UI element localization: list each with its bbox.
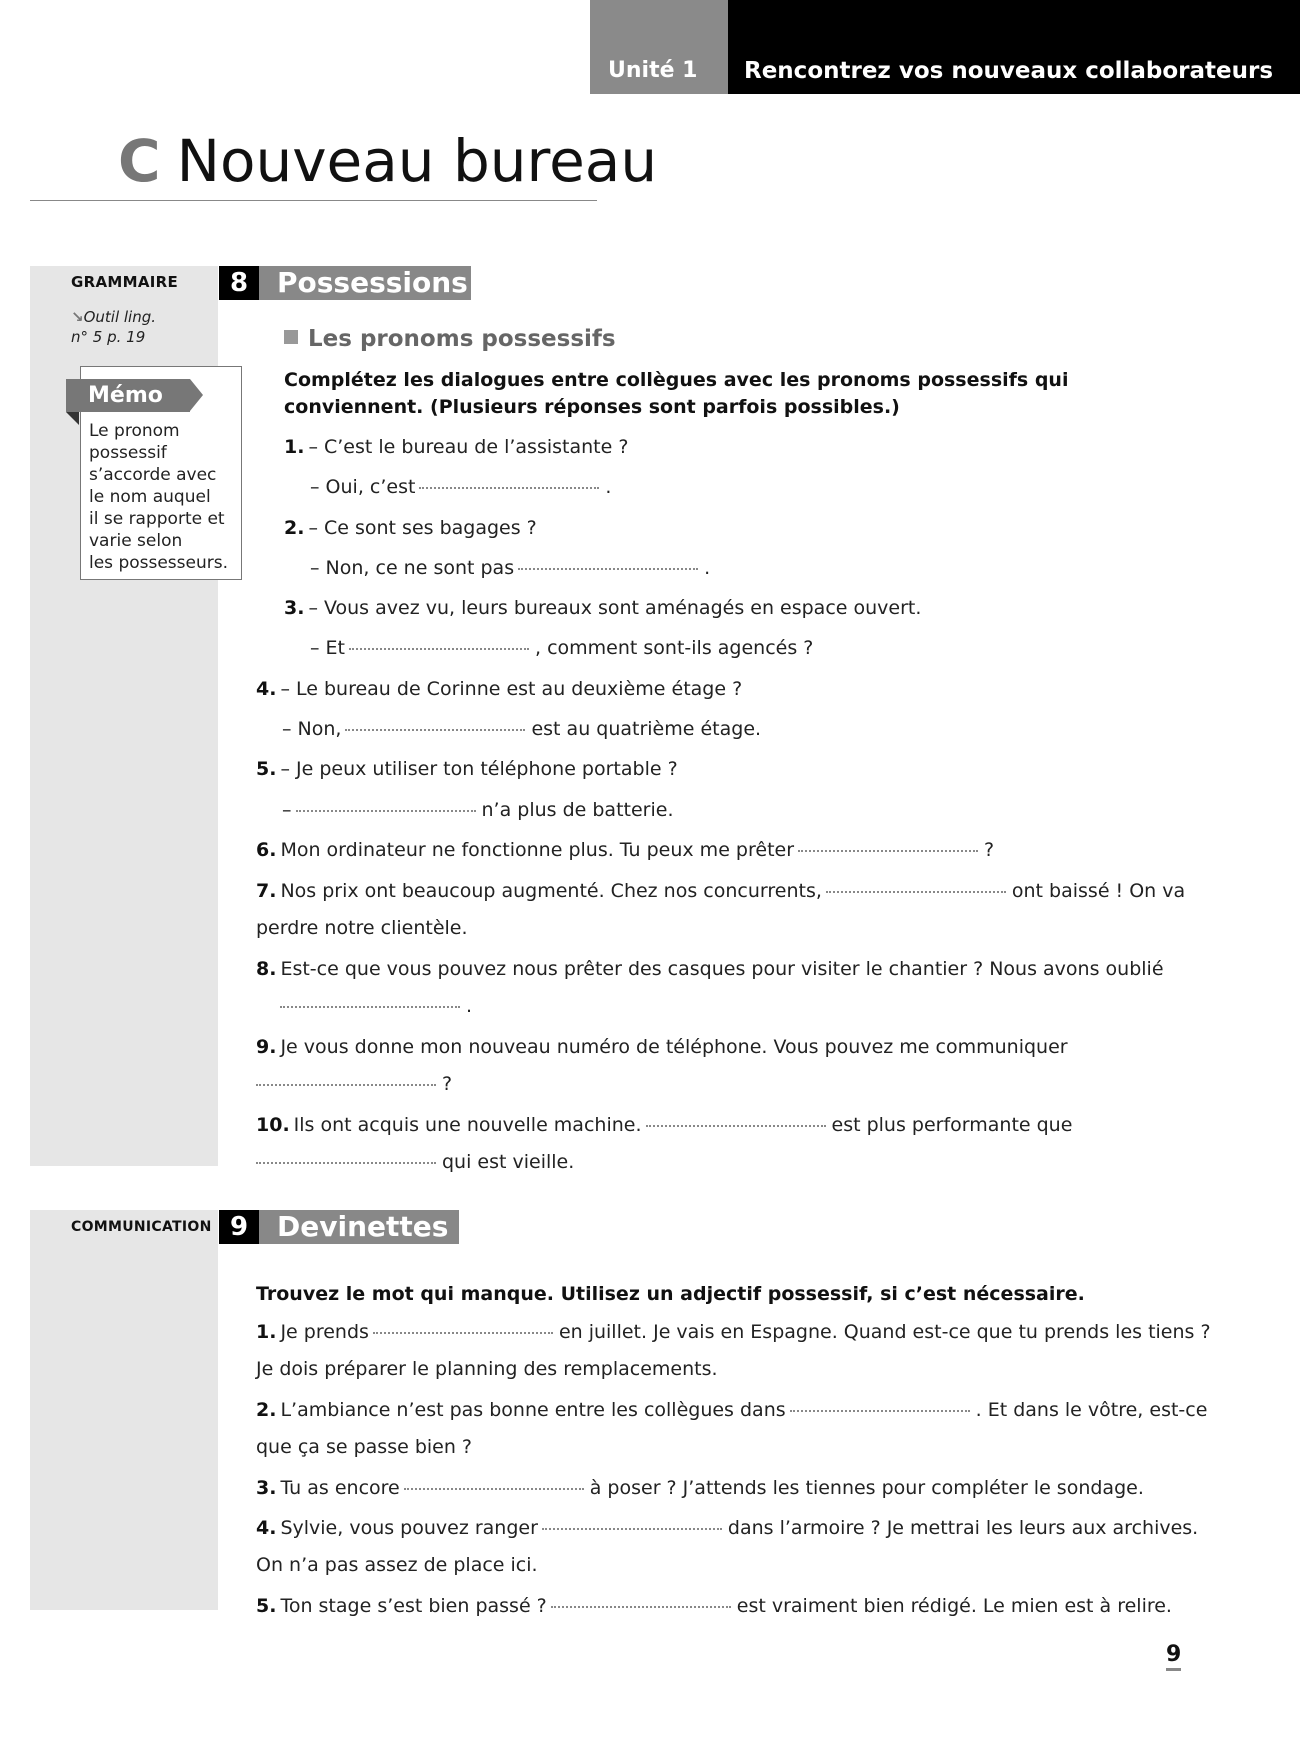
exercise-line: 2. – Ce sont ses bagages ? [284, 517, 537, 539]
answer-blank[interactable] [551, 1605, 731, 1608]
answer-blank[interactable] [646, 1124, 826, 1127]
answer-blank[interactable] [798, 849, 978, 852]
answer-blank[interactable] [345, 728, 525, 731]
sidebar-label-grammar: GRAMMAIRE [71, 273, 179, 291]
exercise-line: 10. Ils ont acquis une nouvelle machine. est plus performante que [256, 1114, 1073, 1136]
arrow-down-right-icon: ↘ [71, 308, 84, 326]
subtitle-text: Les pronoms possessifs [308, 326, 616, 352]
exercise-line: – Non, ce ne sont pas . [310, 557, 711, 579]
exercise-line: 3. – Vous avez vu, leurs bureaux sont aménagés en espace ouvert. [284, 597, 922, 619]
memo-line: il se rapporte et [89, 509, 225, 529]
exercise-line: 4. – Le bureau de Corinne est au deuxième étage ? [256, 678, 743, 700]
exercise-line: ? [252, 1066, 452, 1103]
answer-blank[interactable] [296, 809, 476, 812]
memo-line: Le pronom [89, 421, 180, 441]
section-title: Nouveau bureau [176, 127, 658, 195]
answer-blank[interactable] [404, 1487, 584, 1490]
page-number: 9 [1166, 1642, 1181, 1671]
exercise-line: Je dois préparer le planning des remplacements. [256, 1358, 718, 1380]
exercise-line: perdre notre clientèle. [256, 917, 468, 939]
exercise-line: 1. – C’est le bureau de l’assistante ? [284, 436, 629, 458]
exercise-line: 3. Tu as encore à poser ? J’attends les tiennes pour compléter le sondage. [256, 1477, 1144, 1499]
exercise-line: 5. Ton stage s’est bien passé ? est vraiment bien rédigé. Le mien est à relire. [256, 1595, 1172, 1617]
exercise-line: On n’a pas assez de place ici. [256, 1554, 538, 1576]
exercise-line: 9. Je vous donne mon nouveau numéro de téléphone. Vous pouvez me communiquer [256, 1036, 1068, 1058]
exercise-line: que ça se passe bien ? [256, 1436, 473, 1458]
sidebar-panel-communication [30, 1210, 218, 1610]
answer-blank[interactable] [349, 647, 529, 650]
memo-title: Mémo [66, 379, 190, 412]
answer-blank[interactable] [542, 1527, 722, 1530]
exercise-title: Possessions [259, 266, 471, 300]
exercise-line: . [276, 988, 472, 1025]
memo-text [89, 420, 239, 574]
answer-blank[interactable] [790, 1409, 970, 1412]
memo-tab-fold [66, 412, 79, 425]
reference-line-2: n° 5 p. 19 [71, 328, 146, 346]
exercise-line: 7. Nos prix ont beaucoup augmenté. Chez nos concurrents, ont baissé ! On va [256, 880, 1186, 902]
answer-blank[interactable] [256, 1161, 436, 1164]
exercise-line: 1. Je prends en juillet. Je vais en Espagne. Quand est-ce que tu prends les tiens ? [256, 1321, 1211, 1343]
exercise-line: – n’a plus de batterie. [282, 799, 674, 821]
exercise-line: – Non, est au quatrième étage. [282, 718, 762, 740]
exercise-subtitle [284, 326, 616, 352]
exercise-instructions: Trouvez le mot qui manque. Utilisez un adjectif possessif, si c’est nécessaire. [256, 1283, 1085, 1305]
answer-blank[interactable] [518, 567, 698, 570]
reference-note [71, 307, 156, 347]
page-title [118, 125, 657, 197]
answer-blank[interactable] [280, 1005, 460, 1008]
exercise-line: – Et , comment sont-ils agencés ? [310, 637, 814, 659]
exercise-line: 4. Sylvie, vous pouvez ranger dans l’armoire ? Je mettrai les leurs aux archives. [256, 1517, 1199, 1539]
answer-blank[interactable] [256, 1083, 436, 1086]
exercise-line: – Oui, c’est . [310, 476, 612, 498]
exercise-line: qui est vieille. [252, 1144, 574, 1181]
exercise-number: 8 [219, 266, 259, 300]
section-letter: C [118, 127, 161, 195]
memo-line: le nom auquel [89, 487, 211, 507]
reference-line-1: Outil ling. [83, 308, 157, 326]
title-divider [30, 200, 597, 201]
sidebar-label-communication: COMMUNICATION [71, 1219, 212, 1235]
answer-blank[interactable] [419, 486, 599, 489]
memo-line: varie selon [89, 531, 183, 551]
exercise-title: Devinettes [259, 1210, 459, 1244]
unit-label: Unité 1 [590, 0, 728, 94]
exercise-line: 5. – Je peux utiliser ton téléphone portable ? [256, 758, 678, 780]
exercise-line: 8. Est-ce que vous pouvez nous prêter des casques pour visiter le chantier ? Nous avons oublié [256, 958, 1164, 980]
exercise-number: 9 [219, 1210, 259, 1244]
unit-title: Rencontrez vos nouveaux collaborateurs [728, 0, 1300, 94]
answer-blank[interactable] [826, 890, 1006, 893]
memo-line: possessif [89, 443, 167, 463]
memo-line: s’accorde avec [89, 465, 217, 485]
exercise-line: 6. Mon ordinateur ne fonctionne plus. Tu peux me prêter ? [256, 839, 995, 861]
answer-blank[interactable] [373, 1331, 553, 1334]
exercise-instructions: Complétez les dialogues entre collègues avec les pronoms possessifs qui conviennent. (Plusieurs réponses sont parfois possibles.) [284, 369, 1069, 418]
exercise-line: 2. L’ambiance n’est pas bonne entre les collègues dans . Et dans le vôtre, est-ce [256, 1399, 1208, 1421]
memo-line: les possesseurs. [89, 553, 229, 573]
square-bullet-icon [284, 330, 298, 344]
